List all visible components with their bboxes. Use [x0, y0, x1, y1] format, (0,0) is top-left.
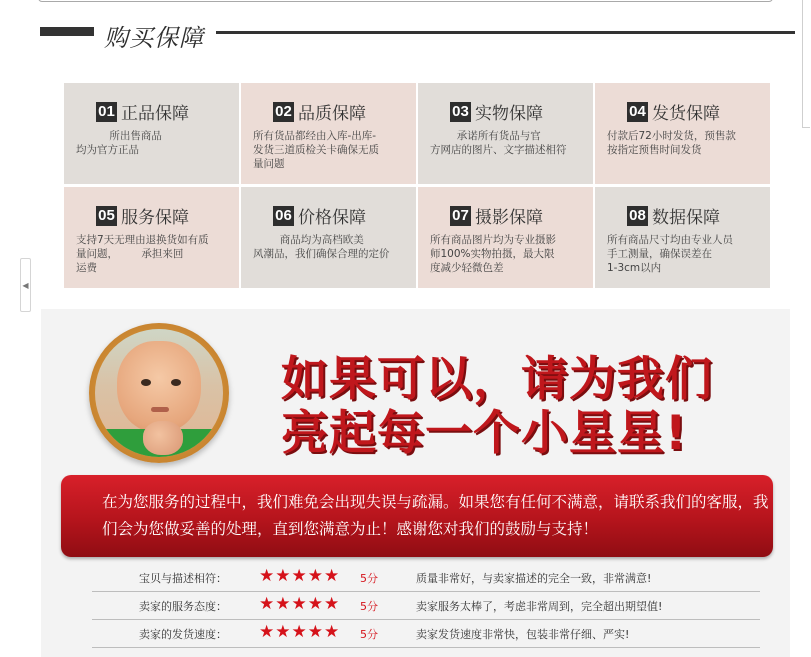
baby-head — [117, 341, 201, 433]
guarantee-number: 02 — [273, 102, 294, 122]
chevron-left-icon: ◀ — [22, 280, 29, 290]
rating-comment: 质量非常好，与卖家描述的完全一致，非常满意! — [416, 572, 652, 585]
rating-row — [92, 591, 760, 620]
rating-label: 卖家的发货速度： — [139, 628, 227, 641]
guarantee-number: 06 — [273, 206, 294, 226]
rating-label: 宝贝与描述相符： — [139, 572, 227, 585]
banner-text: 在为您服务的过程中，我们难免会出现失误与疏漏。如果您有任何不满意，请联系我们的客服，我们会为您做妥善的处理，直到您满意为止！感谢您对我们的鼓励与支持！ — [102, 493, 769, 538]
collapse-tab[interactable] — [20, 258, 31, 312]
section-header — [40, 18, 795, 52]
guarantee-title: 正品保障 — [121, 104, 189, 124]
rating-label: 卖家的服务态度： — [139, 600, 227, 613]
guarantee-desc: 商品均为高档欧美 风潮品，我们确保合理的定价 — [253, 234, 390, 260]
baby-photo — [89, 323, 229, 463]
guarantee-desc: 支持7天无理由退换货如有质 量问题， 承担来回 运费 — [76, 234, 209, 274]
guarantee-title: 发货保障 — [652, 104, 720, 124]
promo-panel — [41, 309, 790, 657]
star-rating-icon: ★★★★★ — [259, 566, 341, 586]
guarantee-grid — [64, 83, 770, 288]
guarantee-desc: 付款后72小时发货，预售款 按指定预售时间发货 — [607, 130, 736, 156]
guarantee-title: 摄影保障 — [475, 208, 543, 228]
rating-comment: 卖家发货速度非常快，包装非常仔细、严实! — [416, 628, 630, 641]
guarantee-title: 品质保障 — [298, 104, 366, 124]
guarantee-number: 07 — [450, 206, 471, 226]
rating-comment: 卖家服务太棒了，考虑非常周到，完全超出期望值! — [416, 600, 663, 613]
guarantee-cell — [241, 83, 416, 184]
guarantee-desc: 承诺所有货品与官 方网店的图片、文字描述相符 — [430, 130, 567, 156]
star-rating-icon: ★★★★★ — [259, 622, 341, 642]
scrollbar-edge — [802, 0, 810, 128]
guarantee-cell — [241, 187, 416, 288]
guarantee-cell — [418, 187, 593, 288]
guarantee-desc: 所有商品图片均为专业摄影 师100%实物拍摄，最大限 度减少轻微色差 — [430, 234, 556, 274]
guarantee-cell — [595, 187, 770, 288]
guarantee-number: 08 — [627, 206, 648, 226]
guarantee-desc: 所有货品都经由入库-出库- 发货三道质检关卡确保无质 量问题 — [253, 130, 379, 170]
section-title: 购买保障 — [104, 24, 204, 52]
baby-fist — [143, 421, 183, 455]
rating-score: 5分 — [360, 572, 378, 585]
rating-score: 5分 — [360, 600, 378, 613]
slogan-line-1: 如果可以，请为我们 — [281, 352, 713, 407]
guarantee-title: 实物保障 — [475, 104, 543, 124]
baby-mouth — [151, 407, 169, 412]
guarantee-cell — [418, 83, 593, 184]
rating-row — [92, 563, 760, 592]
top-frame-edge — [38, 0, 773, 2]
guarantee-desc: 所有商品尺寸均由专业人员 手工测量，确保误差在 1-3cm以内 — [607, 234, 733, 274]
guarantee-number: 05 — [96, 206, 117, 226]
header-line — [216, 31, 795, 34]
baby-eye — [171, 379, 181, 386]
rating-row — [92, 619, 760, 648]
slogan-line-2: 亮起每一个小星星! — [281, 406, 688, 461]
guarantee-desc: 所出售商品 均为官方正品 — [76, 130, 162, 156]
guarantee-number: 04 — [627, 102, 648, 122]
promo-slogan — [281, 353, 713, 461]
guarantee-number: 03 — [450, 102, 471, 122]
guarantee-number: 01 — [96, 102, 117, 122]
guarantee-cell — [64, 83, 239, 184]
baby-face — [95, 329, 223, 457]
guarantee-title: 服务保障 — [121, 208, 189, 228]
guarantee-cell — [595, 83, 770, 184]
red-banner — [61, 475, 773, 557]
baby-eye — [141, 379, 151, 386]
star-rating-icon: ★★★★★ — [259, 594, 341, 614]
rating-score: 5分 — [360, 628, 378, 641]
header-bar — [40, 27, 94, 36]
guarantee-title: 数据保障 — [652, 208, 720, 228]
guarantee-cell — [64, 187, 239, 288]
guarantee-title: 价格保障 — [298, 208, 366, 228]
